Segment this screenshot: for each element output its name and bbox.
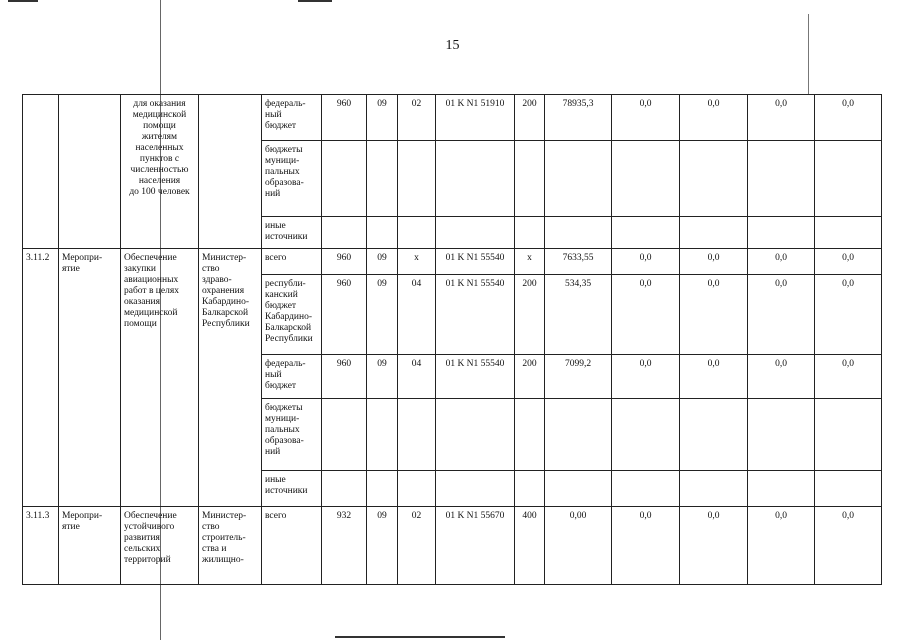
cell-v3 xyxy=(680,399,748,471)
cell-v3: 0,0 xyxy=(680,95,748,141)
cell-v5 xyxy=(815,141,882,217)
cell-pr: 02 xyxy=(398,95,436,141)
activity-status: Меропри- ятие xyxy=(59,249,121,507)
cell-csr: 01 K N1 51910 xyxy=(436,95,515,141)
scan-mark-top-left xyxy=(8,0,38,2)
table-row xyxy=(23,95,882,141)
cell-v4: 0,0 xyxy=(748,507,815,585)
cell-pr: 04 xyxy=(398,275,436,355)
cell-v2 xyxy=(612,471,680,507)
cell-v2 xyxy=(612,217,680,249)
table-row xyxy=(23,507,882,585)
cell-v2: 0,0 xyxy=(612,355,680,399)
activity-name: Обеспечение устойчивого развития сельских территорий xyxy=(121,507,199,585)
cell-v4: 0,0 xyxy=(748,275,815,355)
cell-grbs xyxy=(322,399,367,471)
cell-v1: 78935,3 xyxy=(545,95,612,141)
cell-csr xyxy=(436,141,515,217)
cell-grbs xyxy=(322,471,367,507)
cell-grbs: 960 xyxy=(322,275,367,355)
funding-source: всего xyxy=(262,507,322,585)
cell-v4 xyxy=(748,471,815,507)
cell-grbs: 960 xyxy=(322,355,367,399)
cell-v5: 0,0 xyxy=(815,507,882,585)
cell-v3 xyxy=(680,471,748,507)
cell-csr: 01 K N1 55540 xyxy=(436,249,515,275)
cell-pr xyxy=(398,399,436,471)
page-number: 15 xyxy=(445,38,460,53)
cell-vr: 400 xyxy=(515,507,545,585)
funding-source: федераль- ный бюджет xyxy=(262,95,322,141)
cell-v5: 0,0 xyxy=(815,95,882,141)
cell-csr: 01 K N1 55540 xyxy=(436,275,515,355)
cell-vr: x xyxy=(515,249,545,275)
cell-v1: 7633,55 xyxy=(545,249,612,275)
cell-v3: 0,0 xyxy=(680,507,748,585)
cell-v3: 0,0 xyxy=(680,249,748,275)
activity-name: для оказания медицинской помощи жителям населенных пунктов с численностью населения до 100 человек xyxy=(121,95,199,249)
scan-mark-right-vertical xyxy=(808,14,809,94)
cell-pr: 02 xyxy=(398,507,436,585)
cell-v5 xyxy=(815,399,882,471)
funding-source: иные источники xyxy=(262,217,322,249)
cell-rz xyxy=(367,399,398,471)
executor xyxy=(199,95,262,249)
cell-grbs xyxy=(322,141,367,217)
cell-v3: 0,0 xyxy=(680,355,748,399)
cell-vr xyxy=(515,217,545,249)
cell-rz: 09 xyxy=(367,507,398,585)
cell-v1: 0,00 xyxy=(545,507,612,585)
activity-number: 3.11.2 xyxy=(23,249,59,507)
funding-source: республи- канский бюджет Кабардино- Балкарской Республики xyxy=(262,275,322,355)
funding-source: иные источники xyxy=(262,471,322,507)
cell-rz: 09 xyxy=(367,95,398,141)
cell-v4: 0,0 xyxy=(748,95,815,141)
cell-grbs: 932 xyxy=(322,507,367,585)
cell-rz: 09 xyxy=(367,249,398,275)
cell-rz xyxy=(367,141,398,217)
cell-rz: 09 xyxy=(367,355,398,399)
funding-source: всего xyxy=(262,249,322,275)
cell-v5: 0,0 xyxy=(815,275,882,355)
cell-vr xyxy=(515,399,545,471)
executor: Министер- ство здраво- охранения Кабардино- Балкарской Республики xyxy=(199,249,262,507)
cell-v3 xyxy=(680,141,748,217)
cell-csr xyxy=(436,217,515,249)
cell-grbs: 960 xyxy=(322,95,367,141)
cell-v5: 0,0 xyxy=(815,249,882,275)
cell-v2: 0,0 xyxy=(612,507,680,585)
cell-v2: 0,0 xyxy=(612,275,680,355)
executor: Министер- ство строитель- ства и жилищно- xyxy=(199,507,262,585)
cell-v2: 0,0 xyxy=(612,249,680,275)
cell-pr: 04 xyxy=(398,355,436,399)
activity-number: 3.11.3 xyxy=(23,507,59,585)
cell-v2 xyxy=(612,399,680,471)
cell-csr: 01 K N1 55670 xyxy=(436,507,515,585)
cell-v5 xyxy=(815,217,882,249)
cell-v1: 7099,2 xyxy=(545,355,612,399)
funding-source: федераль- ный бюджет xyxy=(262,355,322,399)
cell-pr xyxy=(398,141,436,217)
funding-source: бюджеты муници- пальных образова- ний xyxy=(262,399,322,471)
cell-v4: 0,0 xyxy=(748,355,815,399)
cell-grbs: 960 xyxy=(322,249,367,275)
cell-pr xyxy=(398,217,436,249)
cell-vr xyxy=(515,141,545,217)
cell-v3 xyxy=(680,217,748,249)
cell-v1 xyxy=(545,217,612,249)
cell-v5: 0,0 xyxy=(815,355,882,399)
budget-table xyxy=(22,94,882,585)
scan-mark-top-center xyxy=(298,0,332,2)
cell-csr xyxy=(436,399,515,471)
cell-vr: 200 xyxy=(515,355,545,399)
cell-rz: 09 xyxy=(367,275,398,355)
cell-csr xyxy=(436,471,515,507)
table-row xyxy=(23,249,882,275)
cell-v1: 534,35 xyxy=(545,275,612,355)
cell-v4 xyxy=(748,217,815,249)
cell-vr xyxy=(515,471,545,507)
cell-v4 xyxy=(748,141,815,217)
cell-v4: 0,0 xyxy=(748,249,815,275)
activity-status: Меропри- ятие xyxy=(59,507,121,585)
cell-v4 xyxy=(748,399,815,471)
activity-status xyxy=(59,95,121,249)
cell-v1 xyxy=(545,399,612,471)
cell-v2: 0,0 xyxy=(612,95,680,141)
activity-number xyxy=(23,95,59,249)
cell-grbs xyxy=(322,217,367,249)
cell-v5 xyxy=(815,471,882,507)
cell-v3: 0,0 xyxy=(680,275,748,355)
cell-pr xyxy=(398,471,436,507)
cell-csr: 01 K N1 55540 xyxy=(436,355,515,399)
cell-rz xyxy=(367,217,398,249)
activity-name: Обеспечение закупки авиационных работ в целях оказания медицинской помощи xyxy=(121,249,199,507)
cell-v1 xyxy=(545,141,612,217)
cell-rz xyxy=(367,471,398,507)
cell-v1 xyxy=(545,471,612,507)
scan-mark-bottom-center xyxy=(335,636,505,638)
cell-vr: 200 xyxy=(515,95,545,141)
cell-pr: x xyxy=(398,249,436,275)
cell-vr: 200 xyxy=(515,275,545,355)
funding-source: бюджеты муници- пальных образова- ний xyxy=(262,141,322,217)
cell-v2 xyxy=(612,141,680,217)
